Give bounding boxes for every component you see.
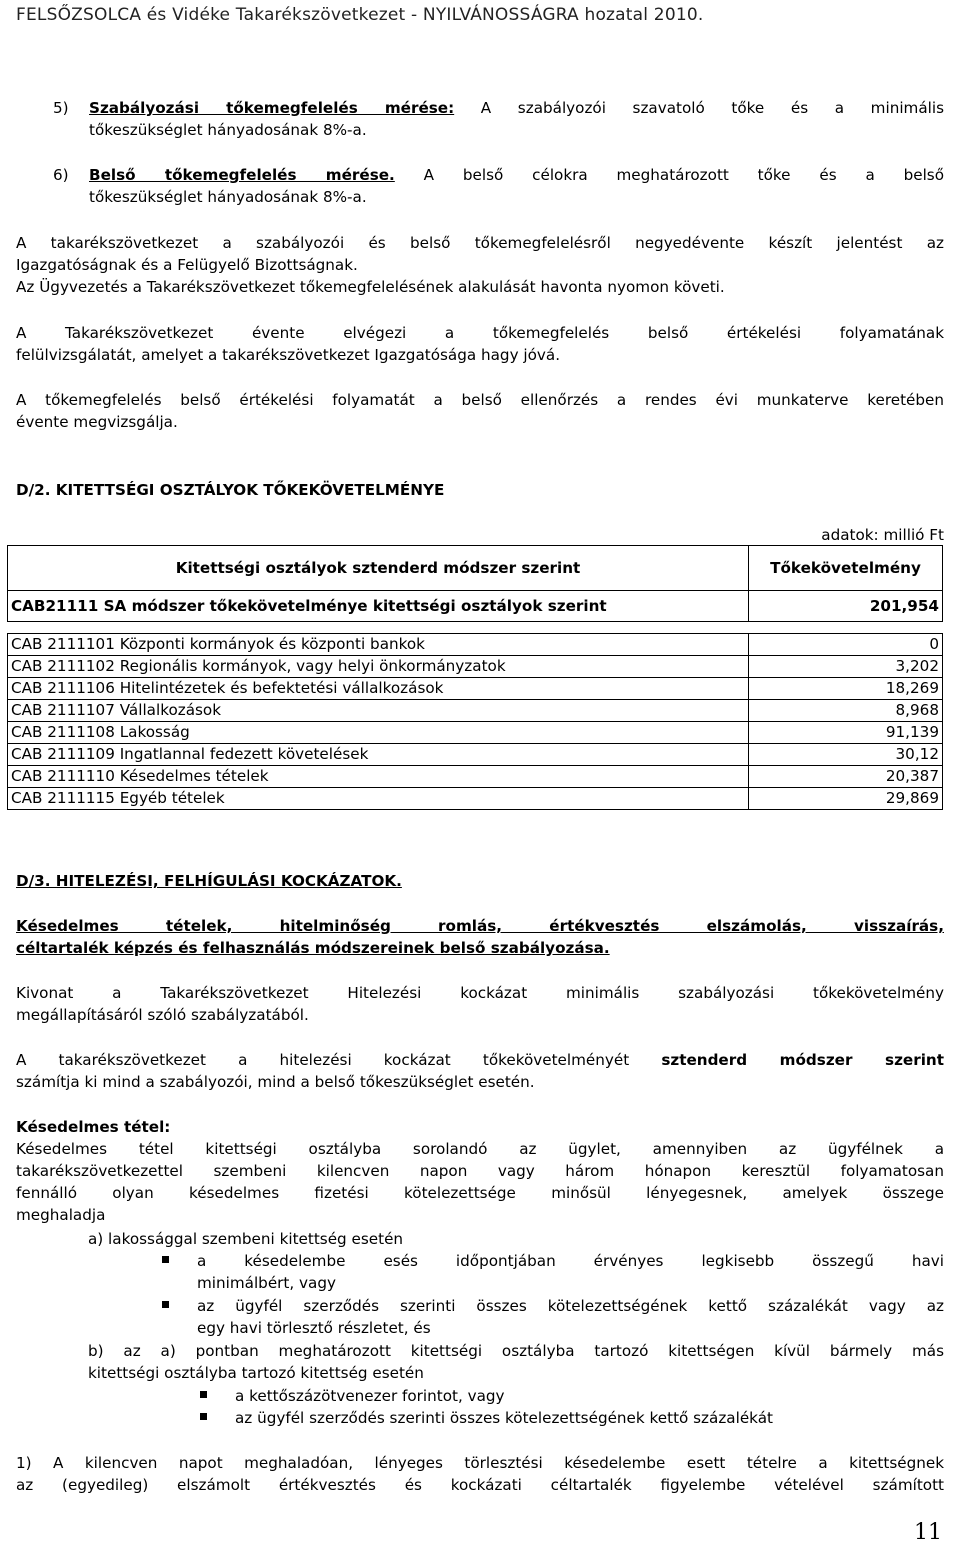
kt-line3: fennálló olyan késedelmes fizetési kötelezettsége minősül lényegesnek, amelyek összege <box>16 1184 944 1202</box>
p2-line2: felülvizsgálatát, amelyet a takarékszövetkezet Igazgatósága hagy jóvá. <box>16 346 561 364</box>
item-a-bullet-1 <box>162 1250 944 1294</box>
p1-line2: Igazgatóságnak és a Felügyelő Bizottságnak. <box>16 256 358 274</box>
item-6-title: Belső tőkemegfelelés mérése. <box>89 166 395 184</box>
aggregate-value: 201,954 <box>749 591 943 622</box>
item-5-number: 5) <box>53 99 69 117</box>
table-row <box>8 678 943 700</box>
bullet-icon <box>200 1391 207 1398</box>
item-6-text-l1: A belső célokra meghatározott tőke és a belső <box>423 166 944 184</box>
document-header: FELSŐZSOLCA és Vidéke Takarékszövetkezet - NYILVÁNOSSÁGRA hozatal 2010. <box>16 5 704 25</box>
row-value: 29,869 <box>749 788 943 810</box>
p1-line1: A takarékszövetkezet a szabályozói és belső tőkemegfelelésről negyedévente készít jelentést az <box>16 234 944 252</box>
item-6-line1 <box>53 164 944 186</box>
footnote-line2: az (egyedileg) elszámolt értékvesztés és kockázati céltartalék figyelembe vételével számított <box>16 1476 944 1494</box>
row-value: 8,968 <box>749 700 943 722</box>
section-d3-title: D/3. HITELEZÉSI, FELHÍGULÁSI KOCKÁZATOK. <box>16 872 402 890</box>
d3-heading-line1: Késedelmes tételek, hitelminőség romlás, értékvesztés elszámolás, visszaírás, <box>16 917 944 935</box>
a-b1-line1: a késedelembe esés időpontjában érvényes legkisebb összegű havi <box>162 1250 944 1272</box>
a-b2-line1: az ügyfél szerződés szerinti összes kötelezettségének kettő százalékát vagy az <box>162 1295 944 1317</box>
table-header-row <box>8 546 943 591</box>
item-b <box>88 1340 944 1384</box>
row-value: 3,202 <box>749 656 943 678</box>
item-a-bullet-2 <box>162 1295 944 1339</box>
kt-line4: meghaladja <box>16 1206 106 1224</box>
kivonat-line2: megállapításáról szóló szabályzatából. <box>16 1006 309 1024</box>
row-value: 18,269 <box>749 678 943 700</box>
table-aggregate-row <box>8 591 943 622</box>
item-b-bullet-1: a kettőszázötvenezer forintot, vagy <box>200 1385 944 1407</box>
item-6-number: 6) <box>53 166 69 184</box>
item-a: a) lakossággal szembeni kitettség esetén <box>88 1230 404 1248</box>
late-item-title: Késedelmes tétel: <box>16 1118 171 1136</box>
a-b1-line2: minimálbért, vagy <box>197 1274 336 1292</box>
row-value: 91,139 <box>749 722 943 744</box>
p1-line3: Az Ügyvezetés a Takarékszövetkezet tőkemegfelelésének alakulását havonta nyomon követi. <box>16 278 725 296</box>
kivonat-line1: Kivonat a Takarékszövetkezet Hitelezési kockázat minimális szabályozási tőkekövetelmény <box>16 984 944 1002</box>
d3-heading <box>16 915 944 959</box>
table-unit-note: adatok: millió Ft <box>821 526 944 544</box>
a-b2-line2: egy havi törlesztő részletet, és <box>197 1319 431 1337</box>
section-d2-title: D/2. KITETTSÉGI OSZTÁLYOK TŐKEKÖVETELMÉNYE <box>16 481 445 499</box>
szt-line1-bold: sztenderd módszer szerint <box>661 1051 945 1069</box>
table-row <box>8 722 943 744</box>
row-label: CAB 2111109 Ingatlannal fedezett követelések <box>8 744 749 766</box>
szt-line1-text: A takarékszövetkezet a hitelezési kockázat tőkekövetelményét <box>16 1051 630 1069</box>
table-spacer <box>8 622 943 634</box>
aggregate-label: CAB21111 SA módszer tőkekövetelménye kitettségi osztályok szerint <box>8 591 749 622</box>
bullet-icon <box>200 1413 207 1420</box>
p3-line2: évente megvizsgálja. <box>16 413 178 431</box>
row-label: CAB 2111107 Vállalkozások <box>8 700 749 722</box>
bullet-icon <box>162 1301 169 1308</box>
kt-line1: Késedelmes tétel kitettségi osztályba sorolandó az ügylet, amennyiben az ügyfélnek a <box>16 1140 944 1158</box>
row-label: CAB 2111106 Hitelintézetek és befektetési vállalkozások <box>8 678 749 700</box>
row-label: CAB 2111101 Központi kormányok és központi bankok <box>8 634 749 656</box>
paragraph-standard-method <box>16 1049 944 1093</box>
table-row <box>8 700 943 722</box>
item-6-text-l2: tőkeszükséglet hányadosának 8%-a. <box>89 188 367 206</box>
row-label: CAB 2111110 Késedelmes tételek <box>8 766 749 788</box>
table-row <box>8 656 943 678</box>
capital-requirement-table <box>7 545 943 810</box>
szt-line1 <box>16 1049 944 1071</box>
b-line2: kitettségi osztályba tartozó kitettség esetén <box>88 1364 424 1382</box>
footnote-line1: 1) A kilencven napot meghaladóan, lényeges törlesztési késedelembe esett tételre a kitettségnek <box>16 1454 944 1472</box>
paragraph-audit <box>16 389 944 433</box>
item-5-title: Szabályozási tőkemegfelelés mérése: <box>89 99 455 117</box>
table-row <box>8 744 943 766</box>
table-header-requirement: Tőkekövetelmény <box>749 546 943 591</box>
bullet-icon <box>162 1256 169 1263</box>
row-value: 30,12 <box>749 744 943 766</box>
table-row <box>8 634 943 656</box>
row-label: CAB 2111102 Regionális kormányok, vagy helyi önkormányzatok <box>8 656 749 678</box>
p3-line1: A tőkemegfelelés belső értékelési folyamatát a belső ellenőrzés a rendes évi munkaterve keretében <box>16 391 944 409</box>
item-6 <box>53 164 944 208</box>
szt-line2: számítja ki mind a szabályozói, mind a belső tőkeszükséglet esetén. <box>16 1073 535 1091</box>
item-b-bullet-2: az ügyfél szerződés szerinti összes kötelezettségének kettő százalékát <box>200 1407 944 1429</box>
paragraph-late-item <box>16 1116 944 1226</box>
table-row <box>8 766 943 788</box>
paragraph-reporting <box>16 232 944 298</box>
page-number: 11 <box>914 1520 942 1545</box>
row-value: 20,387 <box>749 766 943 788</box>
row-label: CAB 2111115 Egyéb tételek <box>8 788 749 810</box>
p2-line1: A Takarékszövetkezet évente elvégezi a tőkemegfelelés belső értékelési folyamatának <box>16 324 944 342</box>
row-value: 0 <box>749 634 943 656</box>
kt-line2: takarékszövetkezettel szembeni kilencven napon vagy három hónapon keresztül folyamatosan <box>16 1162 944 1180</box>
paragraph-review <box>16 322 944 366</box>
table-row <box>8 788 943 810</box>
item-5 <box>53 97 944 141</box>
b-line1: b) az a) pontban meghatározott kitettségi osztályba tartozó kitettségen kívül bármely más <box>88 1342 944 1360</box>
paragraph-extract <box>16 982 944 1026</box>
row-label: CAB 2111108 Lakosság <box>8 722 749 744</box>
item-5-text-l1: A szabályozói szavatoló tőke és a minimális <box>480 99 944 117</box>
item-5-line1 <box>53 97 944 119</box>
footnote <box>16 1452 944 1496</box>
d3-heading-line2: céltartalék képzés és felhasználás módszereinek belső szabályozása. <box>16 939 610 957</box>
item-5-text-l2: tőkeszükséglet hányadosának 8%-a. <box>89 121 367 139</box>
table-header-class: Kitettségi osztályok sztenderd módszer szerint <box>8 546 749 591</box>
